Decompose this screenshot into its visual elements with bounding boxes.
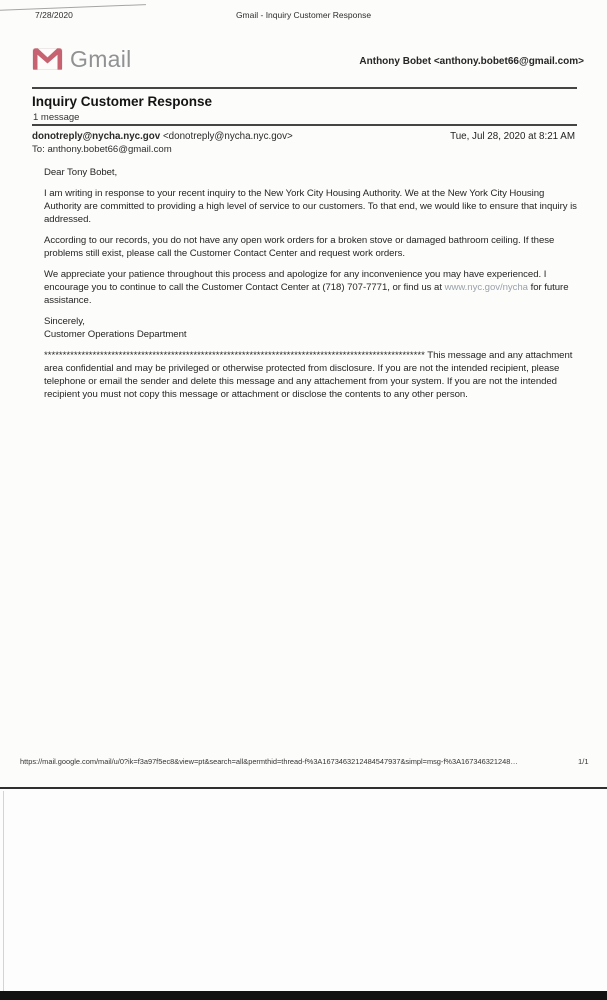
scanner-bed-strip [0,991,607,1000]
divider-top [32,87,577,89]
signature-block [44,315,577,341]
print-header [0,10,607,22]
body-paragraph-2: According to our records, you do not have any open work orders for a broken stove or damaged bathroom ceiling. If these problems still exist, please call the Customer Contact Center and request work orders. [44,235,555,259]
page-title-subject: Inquiry Customer Response [32,94,213,109]
recipient-line: To: anthony.bobet66@gmail.com [32,144,172,155]
print-footer-url: https://mail.google.com/mail/u/0?ik=f3a97f5ec8&view=pt&search=all&permthid=thread-f%3A1673463212484547937&simpl=msg-f%3A167346321248… [20,757,518,766]
gmail-logo-label: Gmail [70,45,132,72]
email-body [44,166,577,409]
disclaimer-stars: ****************************************************************************************************** [44,350,425,361]
scanner-background [0,789,607,993]
print-doc-title: Gmail - Inquiry Customer Response [235,10,372,20]
scan-edge-artifact [3,791,4,991]
print-date: 7/28/2020 [35,10,73,20]
salutation: Dear Tony Bobet, [44,167,118,178]
message-date: Tue, Jul 28, 2020 at 8:21 AM [450,131,575,142]
signoff: Sincerely, [44,316,85,327]
sender-line [32,131,293,142]
disclaimer [44,349,577,401]
page-indicator: 1/1 [578,757,589,766]
message-count: 1 message [33,112,80,123]
body-paragraph-3 [44,268,577,307]
sender-name: donotreply@nycha.nyc.gov [32,131,161,142]
divider-thread [32,124,577,126]
paragraph-3-text-after: for future assistance. [44,282,569,306]
body-paragraph-1: I am writing in response to your recent inquiry to the New York City Housing Authority. We at the New York City Housing Authority are committed to providing a high level of service to our customers. To that end, we would like to ensure that inquiry is addressed. [44,188,577,225]
gmail-logo [32,46,132,72]
signature: Customer Operations Department [44,329,187,340]
account-identity: Anthony Bobet <anthony.bobet66@gmail.com> [359,56,584,67]
nycha-link: www.nyc.gov/nycha [444,282,528,293]
paragraph-3-text: We appreciate your patience throughout this process and apologize for any inconvenience you may have experienced. I encourage you to continue to call the Customer Contact Center at (718) 707-7771, or find us at [44,269,547,293]
sender-address: <donotreply@nycha.nyc.gov> [160,131,293,142]
gmail-envelope-icon [32,47,63,71]
disclaimer-text: This message and any attachment area confidential and may be privileged or otherwise protected from disclosure. If you are not the intended recipient, please telephone or email the sender and delete this message and any attachement from your system. If you are not the intended recipient you must not copy this message or attachment or disclose the contents to any other person. [44,350,573,400]
